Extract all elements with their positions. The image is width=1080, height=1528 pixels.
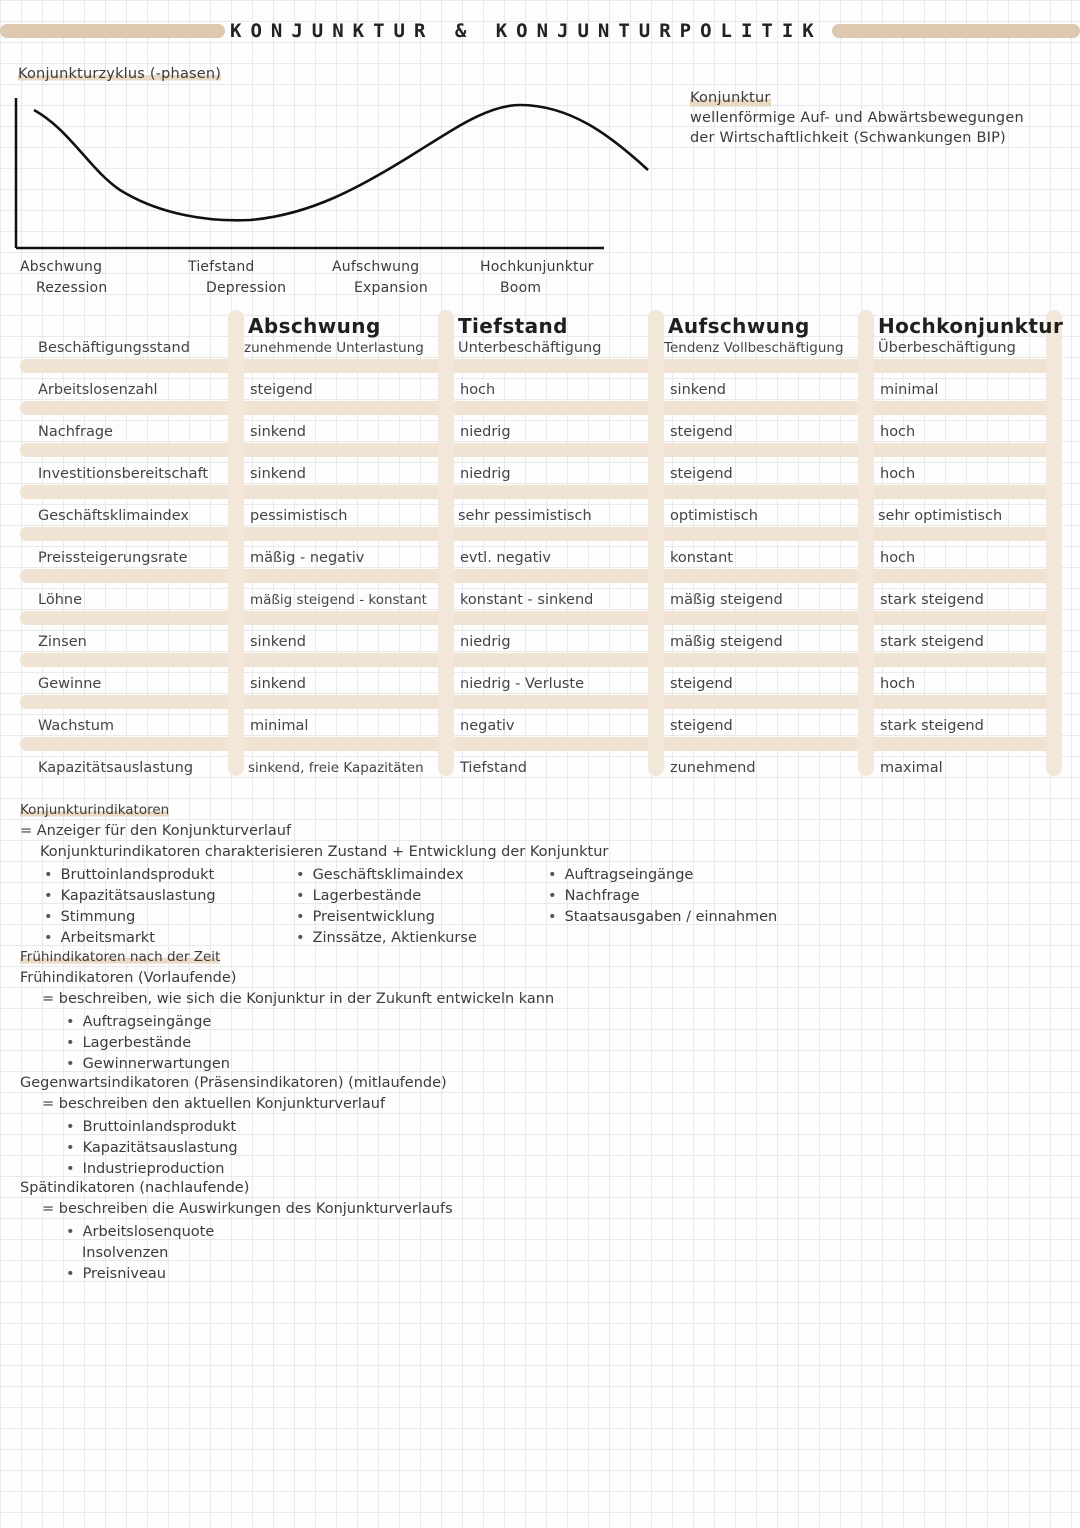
table-cell: negativ [460,718,515,734]
definition-line-2: der Wirtschaftlichkeit (Schwankungen BIP) [690,130,1006,146]
row-label: Kapazitätsauslastung [38,760,194,776]
page-title: KONJUNKTUR & KONJUNTURPOLITIK [230,20,823,42]
phase-label-2: Tiefstand Depression [188,259,287,296]
list-item: • Bruttoinlandsprodukt [44,865,216,886]
table-divider-3 [648,310,664,776]
table-cell: hoch [460,382,496,398]
table-cell: hoch [880,466,916,482]
table-cell: steigend [250,382,313,398]
table-cell: zunehmend [670,760,756,776]
list-item: • Gewinnerwartungen [66,1054,230,1075]
table-cell: minimal [880,382,939,398]
indicators-heading: Konjunkturindikatoren [20,802,170,818]
list-item: • Industrieproduction [66,1159,238,1180]
col-head-aufschwung: Aufschwung [668,314,810,338]
table-cell: steigend [670,466,733,482]
definition-heading: Konjunktur [690,90,771,106]
table-cell: konstant - sinkend [460,592,594,608]
row-label: Investitionsbereitschaft [38,466,209,482]
table-cell: hoch [880,676,916,692]
table-cell: niedrig [460,466,511,482]
table-cell: pessimistisch [250,508,348,524]
late-list [66,1222,214,1285]
indicators-list-1 [44,865,216,949]
row-label: Nachfrage [38,424,113,440]
table-cell: steigend [670,718,733,734]
early-title: Frühindikatoren (Vorlaufende) [20,970,237,986]
list-item: • Geschäftsklimaindex [296,865,477,886]
list-item: • Preisniveau [66,1264,214,1285]
list-item: • Bruttoinlandsprodukt [66,1117,238,1138]
table-cell: sehr pessimistisch [458,508,592,524]
list-item: • Lagerbestände [66,1033,230,1054]
table-divider-5 [1046,310,1062,776]
table-cell: sinkend [670,382,726,398]
table-cell: mäßig steigend [670,634,783,650]
table-divider-2 [438,310,454,776]
table-cell: mäßig steigend [670,592,783,608]
col-head-hochkonjunktur: Hochkonjunktur [878,314,1064,338]
table-cell: niedrig [460,634,511,650]
row-label: Arbeitslosenzahl [38,382,158,398]
table-cell: Tendenz Vollbeschäftigung [664,340,844,356]
cycle-heading: Konjunkturzyklus (-phasen) [18,66,222,82]
list-item: • Nachfrage [548,886,777,907]
indicators-list-2 [296,865,477,949]
table-cell: sinkend [250,634,306,650]
table-cell: hoch [880,424,916,440]
phase-label-3: Aufschwung Expansion [332,259,428,296]
indicators-def-2: Konjunkturindikatoren charakterisieren Zustand + Entwicklung der Konjunktur [40,844,609,860]
table-cell: mäßig - negativ [250,550,365,566]
list-item: • Preisentwicklung [296,907,477,928]
title-bar-right [832,24,1080,38]
table-cell: Überbeschäftigung [878,340,1016,356]
table-cell: stark steigend [880,592,984,608]
row-label: Beschäftigungsstand [38,340,190,356]
table-cell: konstant [670,550,733,566]
early-list [66,1012,230,1075]
list-item: • Staatsausgaben / einnahmen [548,907,777,928]
row-label: Zinsen [38,634,87,650]
table-cell: zunehmende Unterlastung [244,340,424,356]
indicators-def-1: = Anzeiger für den Konjunkturverlauf [20,823,292,839]
late-title: Spätindikatoren (nachlaufende) [20,1180,250,1196]
timing-heading: Frühindikatoren nach der Zeit [20,949,221,965]
definition-line-1: wellenförmige Auf- und Abwärtsbewegungen [690,110,1024,126]
row-label: Preissteigerungsrate [38,550,188,566]
present-list [66,1117,238,1180]
table-cell: sinkend [250,466,306,482]
present-desc: = beschreiben den aktuellen Konjunkturverlauf [42,1096,386,1112]
table-divider-4 [858,310,874,776]
table-cell: steigend [670,676,733,692]
table-cell: Unterbeschäftigung [458,340,602,356]
table-cell: optimistisch [670,508,758,524]
definition-block [690,88,1024,148]
table-cell: niedrig [460,424,511,440]
row-label: Wachstum [38,718,115,734]
col-head-abschwung: Abschwung [248,314,381,338]
row-label: Geschäftsklimaindex [38,508,189,524]
table-cell: sinkend, freie Kapazitäten [248,760,424,776]
late-desc: = beschreiben die Auswirkungen des Konjunkturverlaufs [42,1201,453,1217]
table-cell: minimal [250,718,309,734]
list-item: • Auftragseingänge [66,1012,230,1033]
col-head-tiefstand: Tiefstand [458,314,568,338]
table-cell: maximal [880,760,943,776]
table-cell: sinkend [250,676,306,692]
present-title: Gegenwartsindikatoren (Präsensindikatoren) (mitlaufende) [20,1075,447,1091]
table-cell: niedrig - Verluste [460,676,585,692]
indicators-list-3 [548,865,777,928]
list-item: • Lagerbestände [296,886,477,907]
list-item: • Zinssätze, Aktienkurse [296,928,477,949]
phase-label-1: Abschwung Rezession [20,259,108,296]
early-desc: = beschreiben, wie sich die Konjunktur in der Zukunft entwickeln kann [42,991,555,1007]
list-item: Insolvenzen [82,1245,169,1261]
row-label: Löhne [38,592,82,608]
table-cell: evtl. negativ [460,550,551,566]
list-item: • Kapazitätsauslastung [44,886,216,907]
table-cell: mäßig steigend - konstant [250,592,427,608]
list-item: • Arbeitslosenquote [66,1222,214,1243]
table-cell: stark steigend [880,718,984,734]
row-label: Gewinne [38,676,102,692]
table-cell: stark steigend [880,634,984,650]
table-cell: steigend [670,424,733,440]
business-cycle-graph [0,90,660,255]
title-bar-left [0,24,225,38]
table-cell: Tiefstand [460,760,527,776]
list-item: • Arbeitsmarkt [44,928,216,949]
table-cell: hoch [880,550,916,566]
list-item: • Auftragseingänge [548,865,777,886]
phase-label-4: Hochkunjunktur Boom [480,259,594,296]
cycle-curve [34,105,648,220]
table-divider-1 [228,310,244,776]
list-item: • Stimmung [44,907,216,928]
table-cell: sinkend [250,424,306,440]
list-item: • Kapazitätsauslastung [66,1138,238,1159]
table-cell: sehr optimistisch [878,508,1003,524]
